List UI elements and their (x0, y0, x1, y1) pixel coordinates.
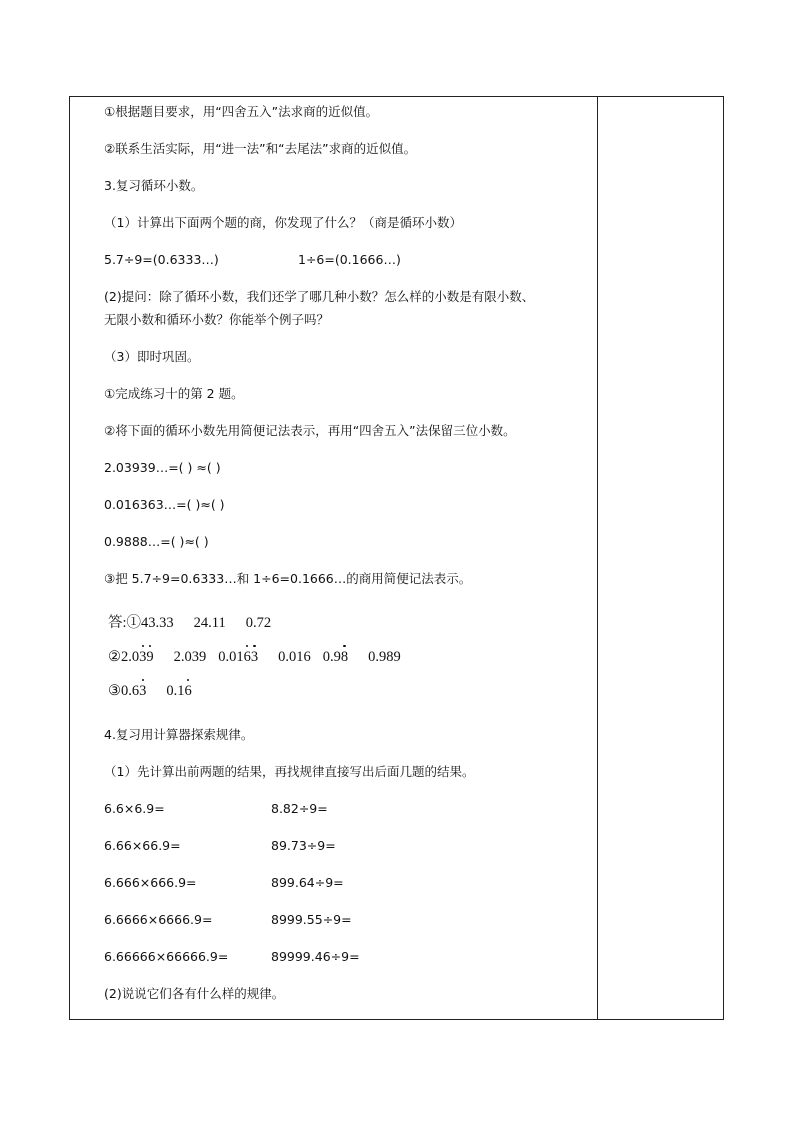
equation: 6.666×666.9= (104, 875, 197, 890)
section-heading: 3.复习循环小数。 (104, 178, 204, 193)
text-line: 无限小数和循环小数？你能举个例子吗？ (104, 312, 330, 327)
equation: 8.82÷9= (271, 801, 328, 816)
equation: 899.64÷9= (271, 875, 344, 890)
section-heading: 4.复习用计算器探索规律。 (104, 727, 254, 742)
answer-row-1 (108, 614, 271, 632)
circled-number: ③ (108, 683, 121, 699)
equation: 1÷6=(0.1666…) (298, 252, 401, 267)
answer-value: 0.72 (245, 615, 272, 631)
repeating-decimal: 0.16 (166, 683, 192, 699)
repeating-decimal: 0.0163 (218, 649, 259, 665)
text-line: ①根据题目要求，用“四舍五入”法求商的近似值。 (104, 104, 379, 119)
answer-value: 2.039 (173, 649, 207, 665)
text-line: ③把 5.7÷9=0.6333…和 1÷6=0.1666…的商用简便记法表示。 (104, 571, 472, 586)
text-line: （3）即时巩固。 (104, 349, 200, 364)
equation: 6.66×66.9= (104, 838, 181, 853)
answer-value: 43.33 (141, 615, 174, 631)
equation: 5.7÷9=(0.6333…) (104, 252, 219, 267)
text-line: （1）先计算出前两题的结果，再找规律直接写出后面几题的结果。 (104, 764, 475, 779)
equation: 6.6666×6666.9= (104, 912, 213, 927)
circled-number: ① (126, 615, 142, 631)
text-line: ②将下面的循环小数先用简便记法表示，再用“四舍五入”法保留三位小数。 (104, 423, 516, 438)
text-line: ①完成练习十的第 2 题。 (104, 386, 244, 401)
answer-row-2 (108, 648, 401, 666)
exercise-line: 0.9888…=( )≈( ) (104, 534, 209, 549)
column-divider (597, 97, 598, 1019)
equation: 6.66666×66666.9= (104, 949, 229, 964)
repeating-decimal: 0.63 (121, 683, 147, 699)
answer-value: 24.11 (193, 615, 226, 631)
answer-label: 答: (108, 615, 127, 631)
answer-value: 0.016 (278, 649, 311, 665)
text-line: (2)提问：除了循环小数，我们还学了哪几种小数？怎么样的小数是有限小数、 (104, 289, 535, 304)
text-line: (2)说说它们各有什么样的规律。 (104, 986, 285, 1001)
repeating-decimal: 2.039 (121, 649, 154, 665)
repeating-decimal: 0.98 (322, 649, 349, 665)
text-line: ②联系生活实际，用“进一法”和“去尾法”求商的近似值。 (104, 141, 417, 156)
exercise-line: 0.016363…=( )≈( ) (104, 497, 225, 512)
equation: 6.6×6.9= (104, 801, 165, 816)
equation: 89.73÷9= (271, 838, 336, 853)
answer-value: 0.989 (368, 649, 401, 665)
exercise-line: 2.03939…=( ) ≈( ) (104, 460, 221, 475)
equation: 8999.55÷9= (271, 912, 352, 927)
equation: 89999.46÷9= (271, 949, 360, 964)
answer-row-3 (108, 682, 192, 700)
text-line: （1）计算出下面两个题的商，你发现了什么？（商是循环小数） (104, 215, 462, 230)
circled-number: ② (108, 649, 121, 665)
